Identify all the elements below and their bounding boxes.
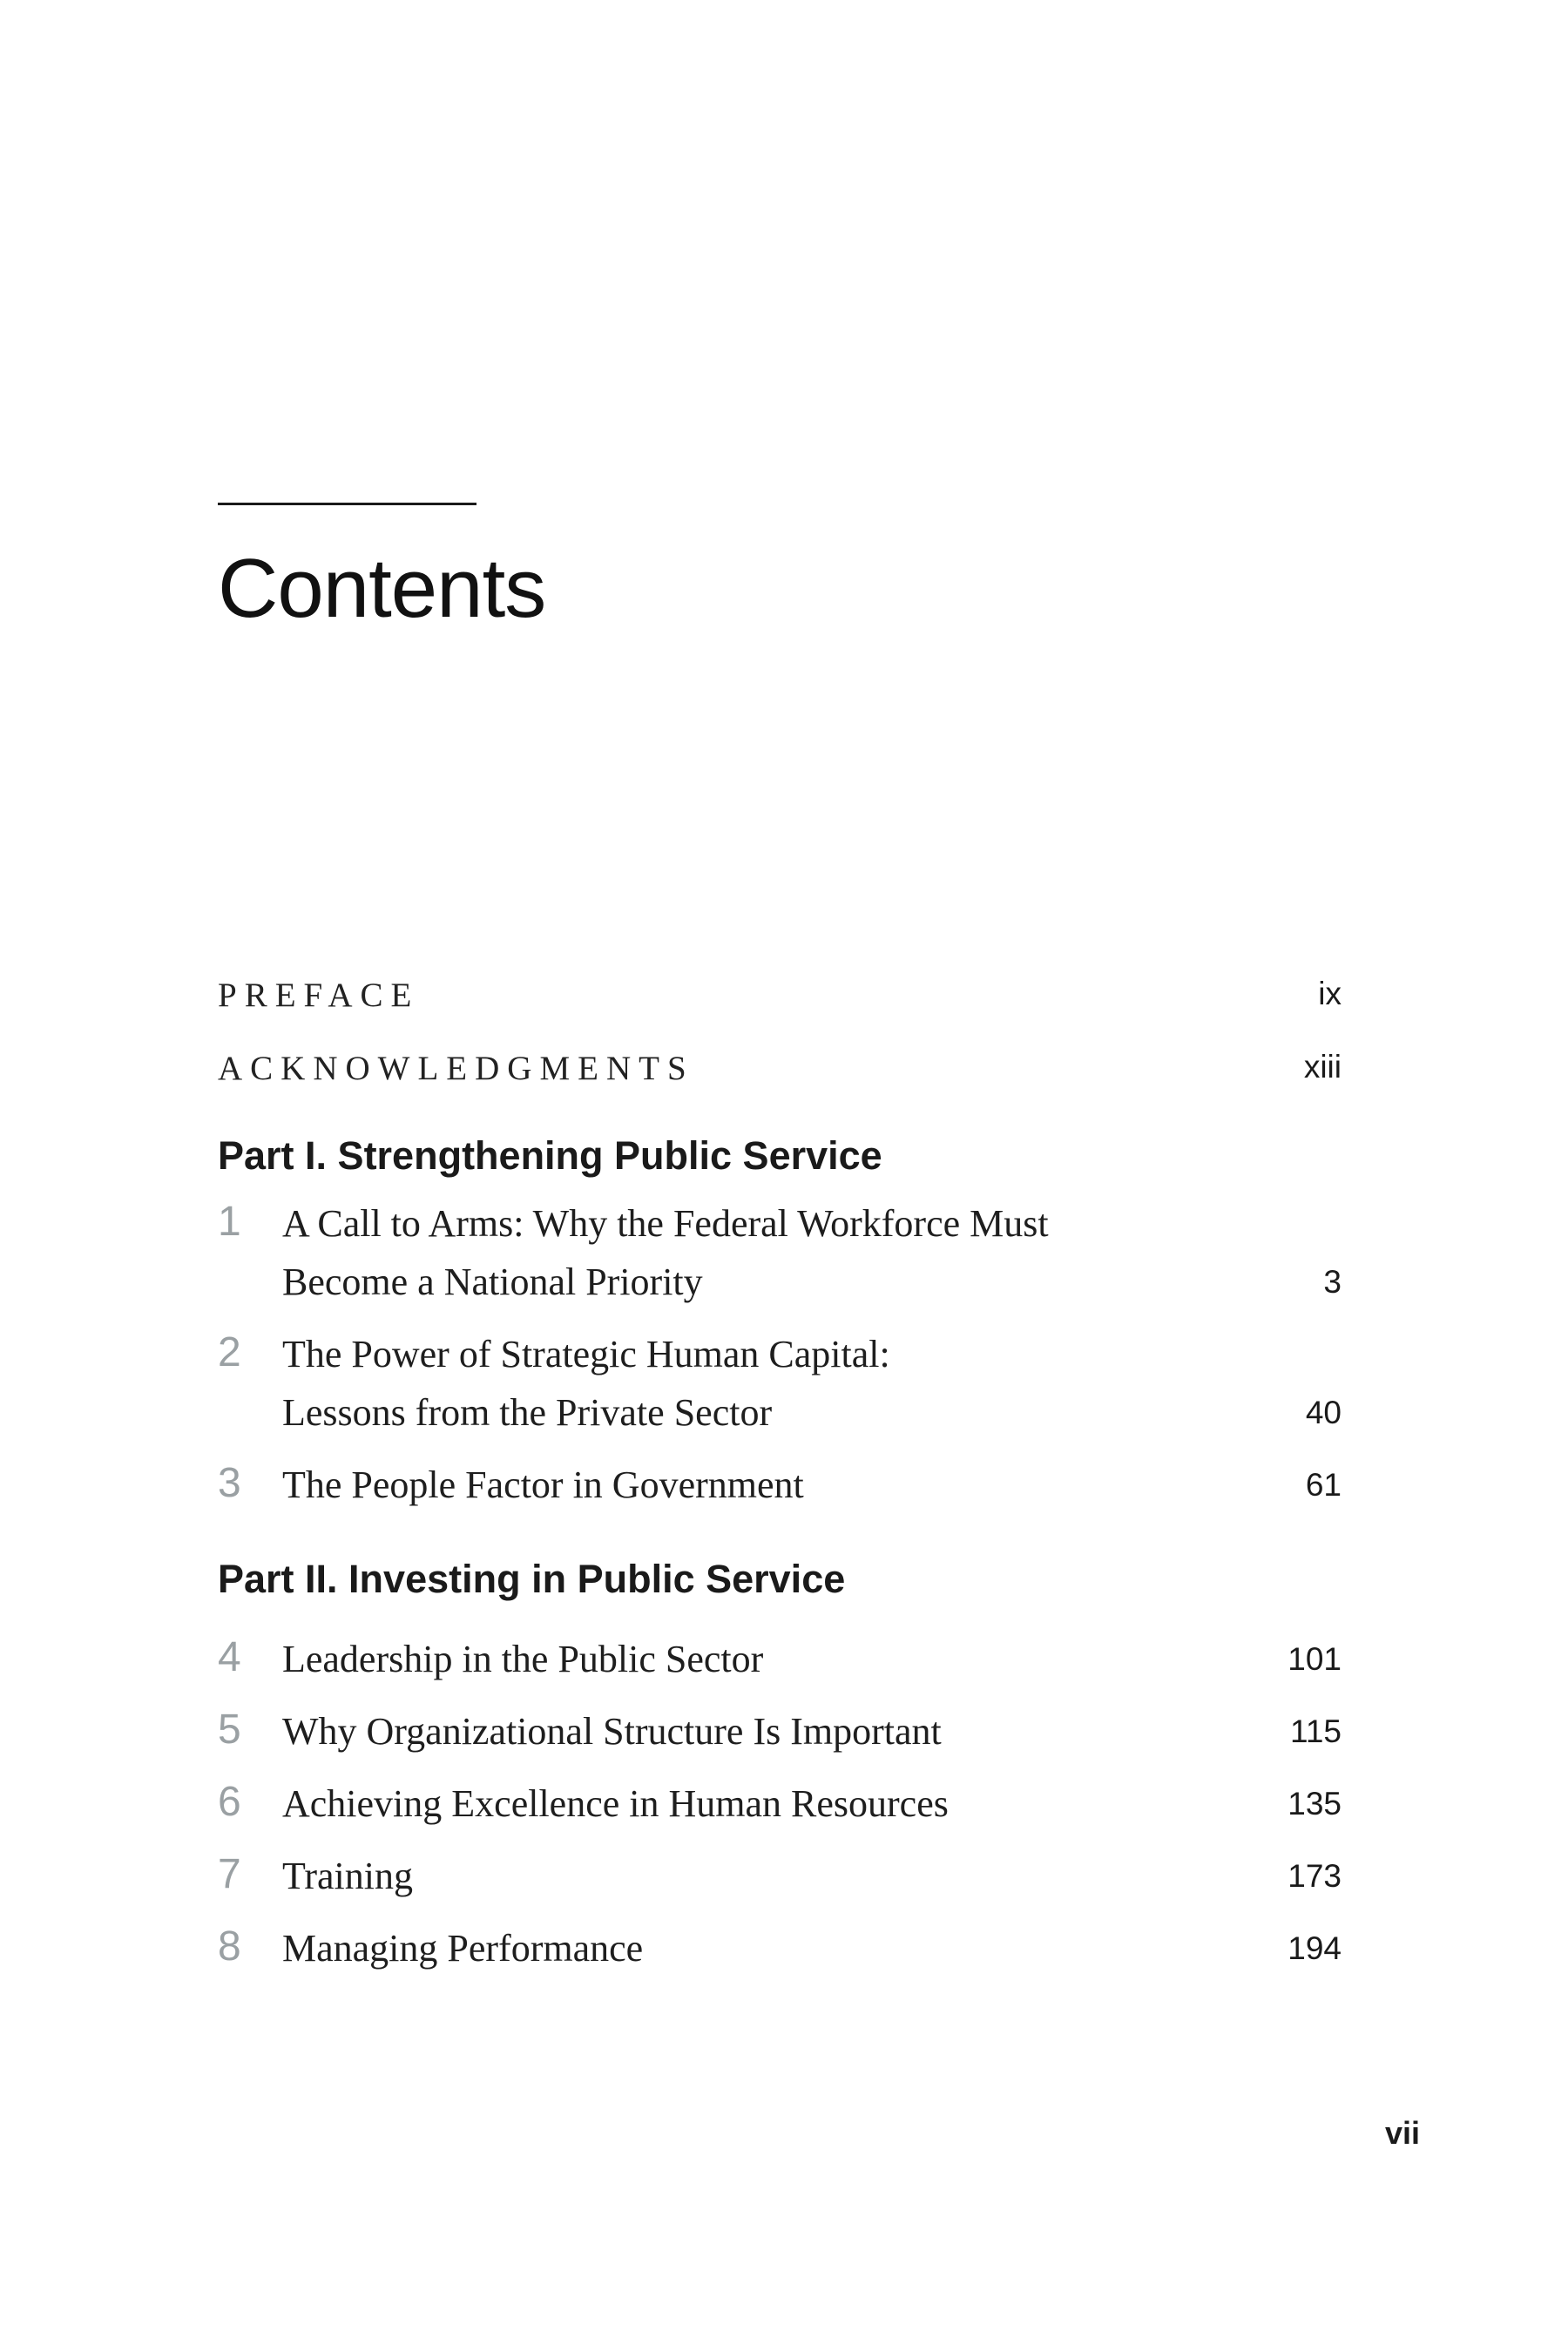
- page-number: 40: [1305, 1395, 1342, 1430]
- toc-entry-chapter-1[interactable]: [218, 1194, 1342, 1311]
- page-number: 173: [1288, 1858, 1342, 1894]
- chapter-title-line: The People Factor in Government: [282, 1463, 804, 1506]
- chapter-number: 4: [218, 1634, 241, 1680]
- chapter-title-line: Become a National Priority: [282, 1260, 703, 1303]
- chapter-number: 1: [218, 1199, 241, 1245]
- toc-entry-chapter-7[interactable]: [218, 1847, 1342, 1905]
- page-title: Contents: [218, 542, 546, 635]
- page-number: ix: [1318, 976, 1342, 1011]
- chapter-title-line: Training: [282, 1855, 413, 1897]
- part-1-chapters: [218, 1194, 1342, 1514]
- toc-entry-chapter-4[interactable]: [218, 1630, 1342, 1688]
- part-heading-1: Part I. Strengthening Public Service: [218, 1133, 882, 1178]
- page-number: 61: [1305, 1467, 1342, 1503]
- page-number: xiii: [1303, 1049, 1342, 1085]
- toc-entry-acknowledgments[interactable]: [218, 1040, 1342, 1113]
- toc-entry-preface[interactable]: [218, 967, 1342, 1040]
- chapter-title-line: Managing Performance: [282, 1927, 644, 1970]
- part-2-chapters: [218, 1630, 1342, 1977]
- page-number: 115: [1290, 1713, 1342, 1749]
- chapter-title-line: Leadership in the Public Sector: [282, 1638, 764, 1680]
- toc-entry-chapter-6[interactable]: [218, 1774, 1342, 1833]
- front-matter-label: PREFACE: [218, 977, 420, 1014]
- chapter-number: 5: [218, 1707, 241, 1753]
- front-matter-label: ACKNOWLEDGMENTS: [218, 1050, 694, 1087]
- chapter-title-line: Achieving Excellence in Human Resources: [282, 1782, 949, 1825]
- page-number: 101: [1288, 1641, 1342, 1677]
- page-number: 135: [1288, 1786, 1342, 1821]
- chapter-number: 7: [218, 1851, 241, 1897]
- chapter-title-line: The Power of Strategic Human Capital:: [282, 1333, 890, 1375]
- toc-entry-chapter-8[interactable]: [218, 1919, 1342, 1977]
- page-number: 3: [1323, 1264, 1342, 1300]
- title-rule: [218, 503, 476, 505]
- page-number: 194: [1288, 1930, 1342, 1966]
- chapter-title-line: Lessons from the Private Sector: [282, 1391, 773, 1434]
- table-of-contents: [218, 967, 1342, 1977]
- chapter-title-line: Why Organizational Structure Is Important: [282, 1710, 942, 1753]
- part-heading-2: Part II. Investing in Public Service: [218, 1557, 846, 1601]
- toc-entry-chapter-5[interactable]: [218, 1702, 1342, 1761]
- chapter-number: 8: [218, 1923, 241, 1970]
- chapter-number: 3: [218, 1460, 241, 1506]
- folio-page-number: vii: [1384, 2115, 1420, 2151]
- chapter-title-line: A Call to Arms: Why the Federal Workforce Must: [282, 1202, 1049, 1245]
- toc-entry-chapter-2[interactable]: [218, 1325, 1342, 1442]
- chapter-number: 6: [218, 1779, 241, 1825]
- toc-entry-chapter-3[interactable]: [218, 1456, 1342, 1514]
- chapter-number: 2: [218, 1329, 241, 1375]
